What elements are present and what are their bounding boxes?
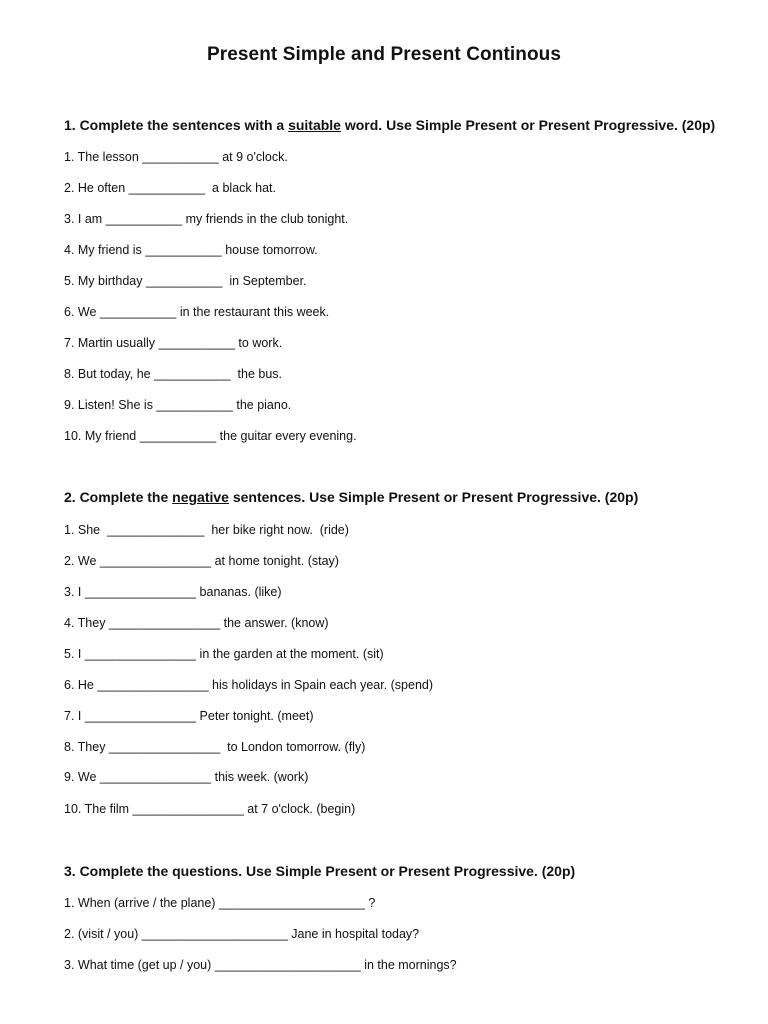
section-1-item: 1. The lesson ___________ at 9 o'clock.: [64, 150, 288, 164]
section-3-heading: 3. Complete the questions. Use Simple Present or Present Progressive. (20p): [64, 863, 576, 879]
section-1-item: 10. My friend ___________ the guitar every evening.: [64, 429, 357, 443]
section-2-item: 6. He ________________ his holidays in Spain each year. (spend): [64, 678, 434, 692]
section-1-item: 4. My friend is ___________ house tomorrow.: [64, 243, 318, 257]
section-1-item: 5. My birthday ___________ in September.: [64, 274, 307, 288]
section-2-item: 3. I ________________ bananas. (like): [64, 585, 282, 599]
section-2-item: 10. The film ________________ at 7 o'clock. (begin): [64, 802, 356, 816]
section-3-item: 3. What time (get up / you) _____________________ in the mornings?: [64, 958, 457, 972]
section-2-item: 7. I ________________ Peter tonight. (meet): [64, 709, 314, 723]
section-2-heading: 2. Complete the negative sentences. Use Simple Present or Present Progressive. (20p): [64, 489, 639, 505]
section-2-item: 4. They ________________ the answer. (know): [64, 616, 329, 630]
section-2-item: 5. I ________________ in the garden at the moment. (sit): [64, 647, 384, 661]
section-1-item: 2. He often ___________ a black hat.: [64, 181, 276, 195]
section-1-item: 9. Listen! She is ___________ the piano.: [64, 398, 292, 412]
section-2-item: 1. She ______________ her bike right now. (ride): [64, 523, 349, 537]
section-2-item: 9. We ________________ this week. (work): [64, 770, 309, 784]
section-3-item: 1. When (arrive / the plane) _____________________ ?: [64, 896, 376, 910]
page-title: Present Simple and Present Continous: [206, 44, 562, 65]
section-1-item: 3. I am ___________ my friends in the club tonight.: [64, 212, 349, 226]
section-1-item: 6. We ___________ in the restaurant this week.: [64, 305, 330, 319]
section-2-item: 8. They ________________ to London tomorrow. (fly): [64, 740, 366, 754]
section-3-item: 2. (visit / you) _____________________ Jane in hospital today?: [64, 927, 420, 941]
section-1-item: 7. Martin usually ___________ to work.: [64, 336, 283, 350]
section-2-item: 2. We ________________ at home tonight. (stay): [64, 554, 339, 568]
section-1-heading: 1. Complete the sentences with a suitable word. Use Simple Present or Present Progressive. (20p): [64, 117, 716, 133]
section-1-item: 8. But today, he ___________ the bus.: [64, 367, 282, 381]
